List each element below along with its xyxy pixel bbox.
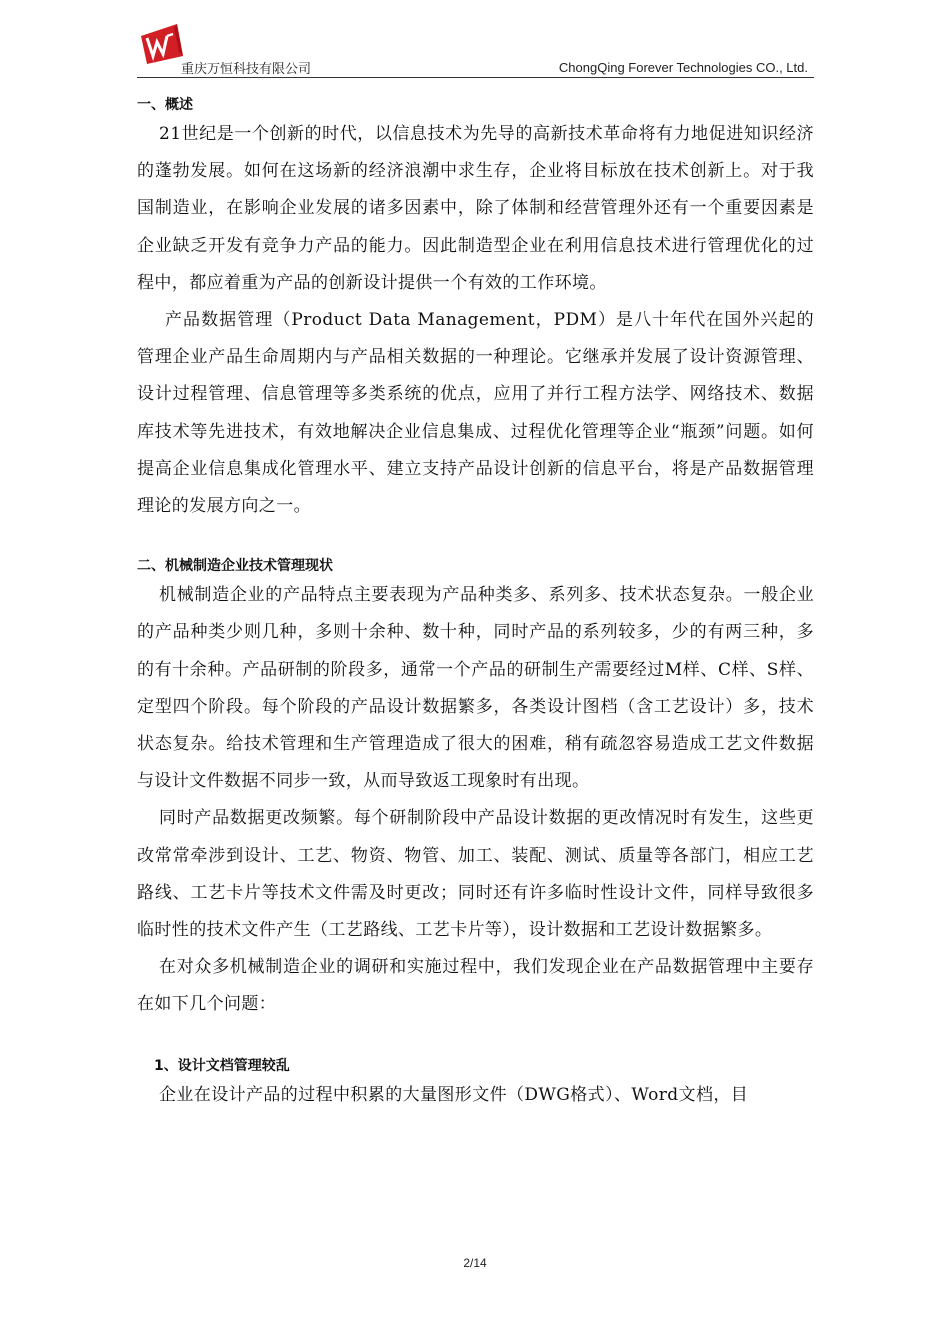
company-name-en: ChongQing Forever Technologies CO., Ltd. [558,60,808,75]
paragraph: 在对众多机械制造企业的调研和实施过程中，我们发现企业在产品数据管理中主要存在如下几个问题： [137,957,814,1015]
subsection-heading: 1、设计文档管理较乱 [154,1057,290,1074]
section-heading-overview: 一、概述 [137,97,193,113]
paragraph: 21世纪是一个创新的时代，以信息技术为先导的高新技术革命将有力地促进知识经济的蓬勃发展。如何在这场新的经济浪潮中求生存，企业将目标放在技术创新上。对于我国制造业，在影响企业发展的诸多因素中，除了体制和经营管理外还有一个重要因素是企业缺乏开发有竞争力产品的能力。因此制造型企业在利用信息技术进行管理优化的过程中，都应着重为产品的创新设计提供一个有效的工作环境。 [137,124,814,293]
company-name-cn: 重庆万恒科技有限公司 [181,62,312,77]
paragraph: 机械制造企业的产品特点主要表现为产品种类多、系列多、技术状态复杂。一般企业的产品种类少则几种，多则十余种、数十种，同时产品的系列较多，少的有两三种，多的有十余种。产品研制的阶段多，通常一个产品的研制生产需要经过M样、C样、S样、定型四个阶段。每个阶段的产品设计数据繁多，各类设计图档（含工艺设计）多，技术状态复杂。给技术管理和生产管理造成了很大的困难，稍有疏忽容易造成工艺文件数据与设计文件数据不同步一致，从而导致返工现象时有出现。 [137,585,814,792]
section-heading-status: 二、机械制造企业技术管理现状 [137,558,333,575]
forever-logo-icon [137,22,185,64]
paragraph: 同时产品数据更改频繁。每个研制阶段中产品设计数据的更改情况时有发生，这些更改常常牵涉到设计、工艺、物资、物管、加工、装配、测试、质量等各部门，相应工艺路线、工艺卡片等技术文件需及时更改；同时还有许多临时性设计文件，同样导致很多临时性的技术文件产生（工艺路线、工艺卡片等），设计数据和工艺设计数据繁多。 [137,808,814,941]
page-number: 2/14 [463,1256,487,1270]
paragraph: 产品数据管理（Product Data Management，PDM）是八十年代在国外兴起的管理企业产品生命周期内与产品相关数据的一种理论。它继承并发展了设计资源管理、设计过程管理、信息管理等多类系统的优点，应用了并行工程方法学、网络技术、数据库技术等先进技术，有效地解决企业信息集成、过程优化管理等企业“瓶颈”问题。如何提高企业信息集成化管理水平、建立支持产品设计创新的信息平台，将是产品数据管理理论的发展方向之一。 [137,310,814,517]
page-header [137,18,814,80]
document-body [137,94,814,1114]
header-divider [137,77,814,78]
paragraph: 企业在设计产品的过程中积累的大量图形文件（DWG格式）、Word文档，目 [159,1084,749,1105]
